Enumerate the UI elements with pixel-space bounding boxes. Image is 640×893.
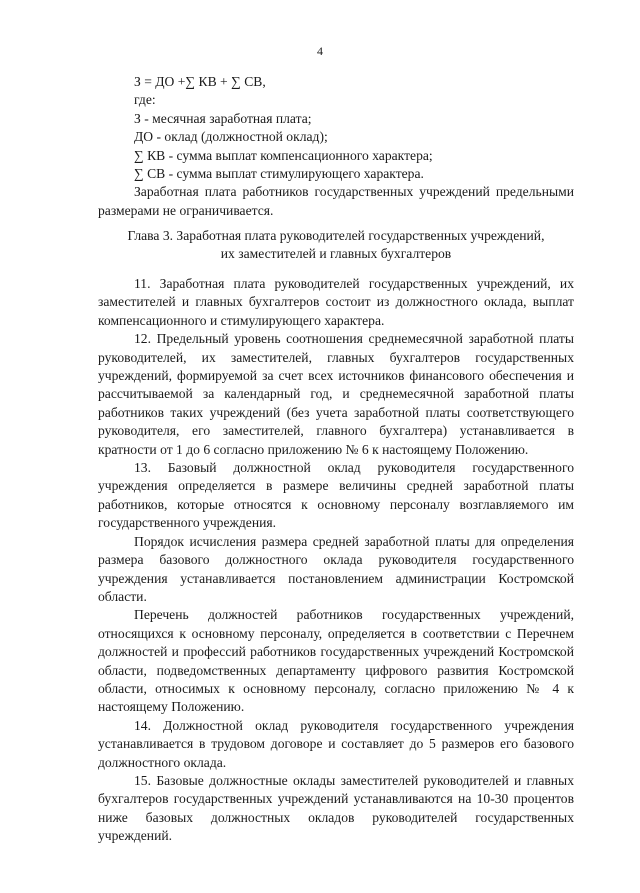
paragraph: 12. Предельный уровень соотношения среднемесячной заработной платы руководителей, их заместителей, главных бухгалтеров государственных учреждений, формируемой за счет всех источников финансового обеспечения и рассчитываемой за календарный год, и среднемесячной заработной платы работников таких учреждений (без учета заработной платы соответствующего руководителя, его заместителей, главного бухгалтера) устанавливается в кратности от 1 до 6 согласно приложению № 6 к настоящему Положению.: [98, 331, 574, 457]
chapter-heading: [98, 227, 574, 264]
formula-where: где:: [134, 92, 156, 108]
paragraph: 14. Должностной оклад руководителя государственного учреждения устанавливается в трудовом договоре и составляет до 5 размеров его базового должностного оклада.: [98, 717, 574, 770]
formula-closing: Заработная плата работников государственных учреждений предельными размерами не ограничивается.: [98, 184, 574, 218]
formula-expression: З = ДО +∑ КВ + ∑ СВ,: [134, 74, 266, 89]
formula-definition: ∑ КВ - сумма выплат компенсационного характера;: [134, 147, 433, 163]
formula-definition: З - месячная заработная плата;: [134, 110, 312, 126]
paragraph: Перечень должностей работников государственных учреждений, относящихся к основному персоналу, определяется в соответствии с Перечнем должностей и профессий работников государственных учреждений Костромской области, подведомственных департаменту цифрового развития Костромской области, относимых к основному персоналу, согласно приложению № 4 к настоящему Положению.: [98, 607, 574, 715]
formula-definition: ДО - оклад (должностной оклад);: [134, 129, 328, 145]
paragraph: 15. Базовые должностные оклады заместителей руководителей и главных бухгалтеров государственных учреждений устанавливаются на 10-30 процентов ниже базовых должностных окладов руководителей государственных учреждений.: [98, 772, 574, 844]
formula-block: [98, 73, 574, 220]
chapter-body: [98, 275, 574, 846]
paragraph: Порядок исчисления размера средней заработной платы для определения размера базового должностного оклада руководителя государственного учреждения устанавливается постановлением администрации Костромской области.: [98, 533, 574, 604]
chapter-heading-line: их заместителей и главных бухгалтеров: [220, 246, 452, 262]
paragraph: 11. Заработная плата руководителей государственных учреждений, их заместителей и главных бухгалтеров состоит из должностного оклада, выплат компенсационного и стимулирующего характера.: [98, 276, 574, 328]
paragraph: 13. Базовый должностной оклад руководителя государственного учреждения определяется в размере величины средней заработной платы работников, которые относятся к основному персоналу возглавляемого им государственного учреждения.: [98, 460, 574, 531]
formula-definition: ∑ СВ - сумма выплат стимулирующего характера.: [134, 166, 424, 182]
chapter-heading-line: Глава 3. Заработная плата руководителей государственных учреждений,: [127, 228, 545, 243]
page-number: 4: [317, 44, 323, 58]
